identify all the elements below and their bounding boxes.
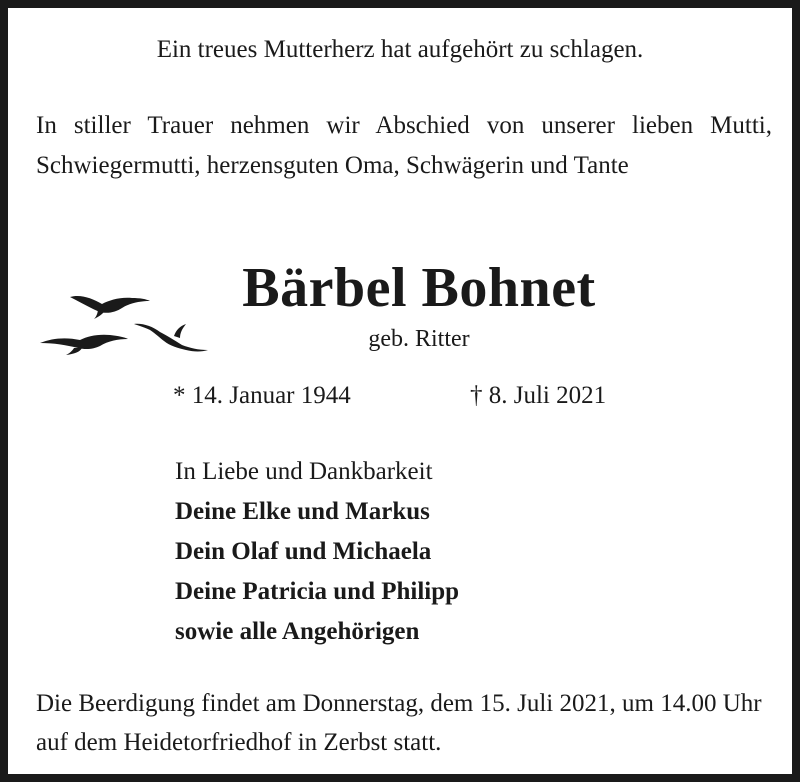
family-intro: In Liebe und Dankbarkeit xyxy=(175,458,433,485)
family-member: Deine Patricia und Philipp xyxy=(175,578,460,605)
family-member: Dein Olaf und Michaela xyxy=(175,538,432,565)
family-member: Deine Elke und Markus xyxy=(175,498,430,525)
death-date: † 8. Juli 2021 xyxy=(470,382,607,409)
mourning-paragraph: In stiller Trauer nehmen wir Abschied von unserer lieben Mutti, Schwiegermutti, herzensguten Oma, Schwägerin und Tante xyxy=(36,112,772,179)
birth-date: * 14. Januar 1944 xyxy=(173,382,351,409)
birth-name: geb. Ritter xyxy=(368,326,470,352)
deceased-name: Bärbel Bohnet xyxy=(242,257,596,319)
funeral-details: Die Beerdigung findet am Donnerstag, dem 15. Juli 2021, um 14.00 Uhr auf dem Heidetorfriedhof in Zerbst statt. xyxy=(36,690,762,756)
family-member: sowie alle Angehörigen xyxy=(175,618,420,645)
intro-line: Ein treues Mutterherz hat aufgehört zu schlagen. xyxy=(156,36,644,63)
